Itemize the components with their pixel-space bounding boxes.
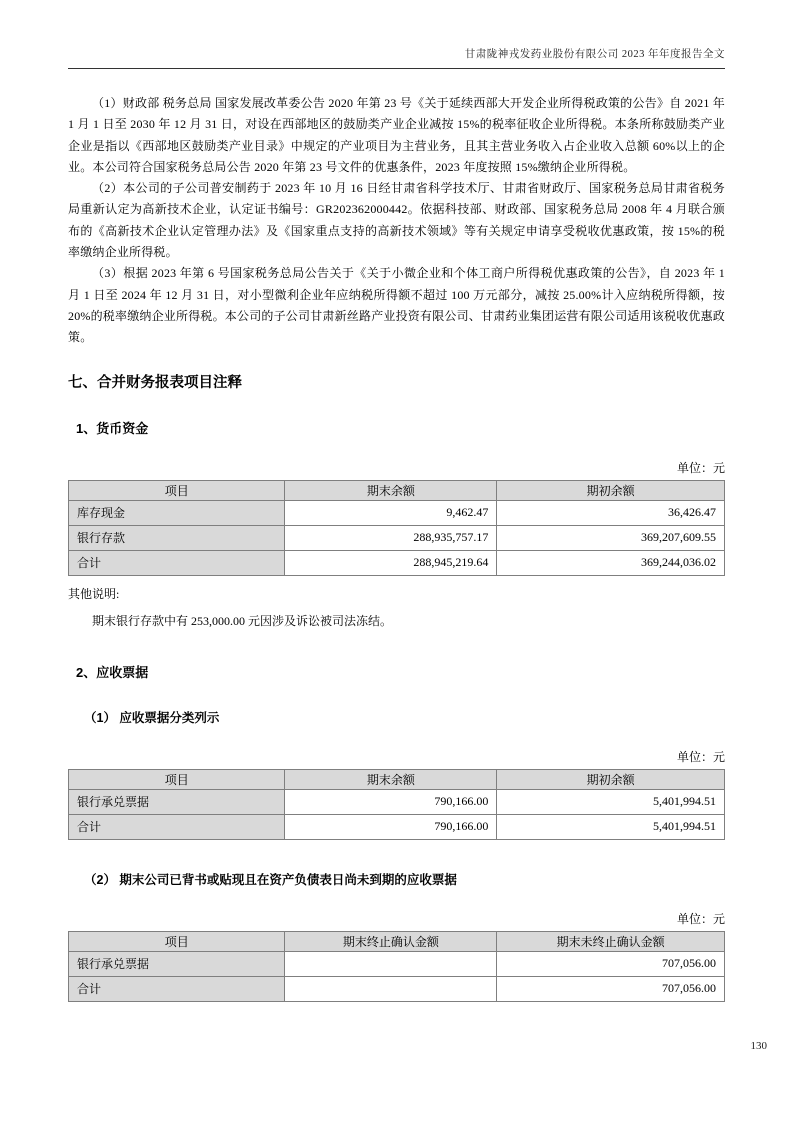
table-row-bank-acceptance bbox=[69, 789, 725, 814]
paragraph-tax-policy-1: （1）财政部 税务总局 国家发展改革委公告 2020 年第 23 号《关于延续西部大开发企业所得税政策的公告》自 2021 年 1 月 1 日至 2030 年 12 月 31 日，对设在西部地区的鼓励类产业企业减按 15%的税率征收企业所得税。本条所称鼓励类产业企业是指以《西部地区鼓励类产业目录》中规定的产业项目为主营业务，且其主营业务收入占企业收入总额 60%以上的企业。本公司符合国家税务总局公告 2020 年第 23 号文件的优惠条件，2023 年度按照 15%缴纳企业所得税。 bbox=[68, 96, 725, 174]
page-number: 130 bbox=[750, 1040, 767, 1052]
row-label: 合计 bbox=[69, 976, 285, 1001]
value-cell: 790,166.00 bbox=[285, 789, 497, 814]
column-header-ending-balance: 期末余额 bbox=[285, 480, 497, 500]
unit-label-monetary-funds: 单位：元 bbox=[676, 460, 725, 475]
subsection-heading-monetary-funds: 1、货币资金 bbox=[76, 420, 149, 436]
row-label: 库存现金 bbox=[69, 500, 285, 525]
column-header-beginning-balance: 期初余额 bbox=[497, 769, 725, 789]
table-row-total bbox=[69, 550, 725, 575]
other-note-label: 其他说明: bbox=[68, 586, 120, 601]
table-row-total bbox=[69, 976, 725, 1001]
document-header-title: 甘肃陇神戎发药业股份有限公司 2023 年年度报告全文 bbox=[68, 46, 725, 69]
value-cell: 369,244,036.02 bbox=[497, 550, 725, 575]
row-label: 合计 bbox=[69, 550, 285, 575]
value-cell: 790,166.00 bbox=[285, 814, 497, 839]
value-cell: 9,462.47 bbox=[285, 500, 497, 525]
table-row-bank-acceptance bbox=[69, 951, 725, 976]
table-header-row bbox=[69, 931, 725, 951]
value-cell: 707,056.00 bbox=[497, 976, 725, 1001]
subsubsection-heading-notes-classification: （1） 应收票据分类列示 bbox=[84, 710, 220, 725]
column-header-derecognized-amount: 期末终止确认金额 bbox=[285, 931, 497, 951]
table-header-row bbox=[69, 769, 725, 789]
value-cell: 5,401,994.51 bbox=[497, 789, 725, 814]
row-label: 银行存款 bbox=[69, 525, 285, 550]
value-cell bbox=[285, 976, 497, 1001]
endorsed-notes-table bbox=[68, 931, 725, 1002]
column-header-ending-balance: 期末余额 bbox=[285, 769, 497, 789]
subsection-heading-notes-receivable: 2、应收票据 bbox=[76, 664, 149, 680]
column-header-item: 项目 bbox=[69, 769, 285, 789]
row-label: 银行承兑票据 bbox=[69, 951, 285, 976]
table-row-cash-on-hand bbox=[69, 500, 725, 525]
value-cell bbox=[285, 951, 497, 976]
value-cell: 36,426.47 bbox=[497, 500, 725, 525]
section-heading-consolidated-notes: 七、合并财务报表项目注释 bbox=[68, 374, 242, 391]
table-header-row bbox=[69, 480, 725, 500]
value-cell: 5,401,994.51 bbox=[497, 814, 725, 839]
unit-label-endorsed-notes: 单位：元 bbox=[676, 911, 725, 926]
table-row-total bbox=[69, 814, 725, 839]
value-cell: 288,945,219.64 bbox=[285, 550, 497, 575]
paragraph-tax-policy-3: （3）根据 2023 年第 6 号国家税务总局公告关于《关于小微企业和个体工商户所得税优惠政策的公告》，自 2023 年 1 月 1 日至 2024 年 12 月 31 日，对小型微利企业年应纳税所得额不超过 100 万元部分，减按 25.00%计入应纳税所得额，按 20%的税率缴纳企业所得税。本公司的子公司甘肃新丝路产业投资有限公司、甘肃药业集团运营有限公司适用该税收优惠政策。 bbox=[68, 266, 726, 345]
table-row-bank-deposits bbox=[69, 525, 725, 550]
value-cell: 288,935,757.17 bbox=[285, 525, 497, 550]
value-cell: 707,056.00 bbox=[497, 951, 725, 976]
subsubsection-heading-endorsed-notes: （2） 期末公司已背书或贴现且在资产负债表日尚未到期的应收票据 bbox=[84, 872, 457, 887]
row-label: 合计 bbox=[69, 814, 285, 839]
notes-classification-table bbox=[68, 769, 725, 840]
column-header-beginning-balance: 期初余额 bbox=[497, 480, 725, 500]
paragraph-tax-policy-2: （2）本公司的子公司普安制药于 2023 年 10 月 16 日经甘肃省科学技术厅、甘肃省财政厅、国家税务总局甘肃省税务局重新认定为高新技术企业，认定证书编号：GR202362000442。依据科技部、财政部、国家税务总局 2008 年 4 月联合颁布的《高新技术企业认定管理办法》及《国家重点支持的高新技术领域》等有关规定申请享受税收优惠政策，按 15%的税率缴纳企业所得税。 bbox=[68, 181, 725, 260]
unit-label-notes-classification: 单位：元 bbox=[676, 749, 725, 764]
column-header-item: 项目 bbox=[69, 480, 285, 500]
monetary-funds-table bbox=[68, 480, 725, 576]
row-label: 银行承兑票据 bbox=[69, 789, 285, 814]
other-note-text: 期末银行存款中有 253,000.00 元因涉及诉讼被司法冻结。 bbox=[92, 613, 393, 628]
value-cell: 369,207,609.55 bbox=[497, 525, 725, 550]
column-header-not-derecognized-amount: 期末未终止确认金额 bbox=[497, 931, 725, 951]
column-header-item: 项目 bbox=[69, 931, 285, 951]
